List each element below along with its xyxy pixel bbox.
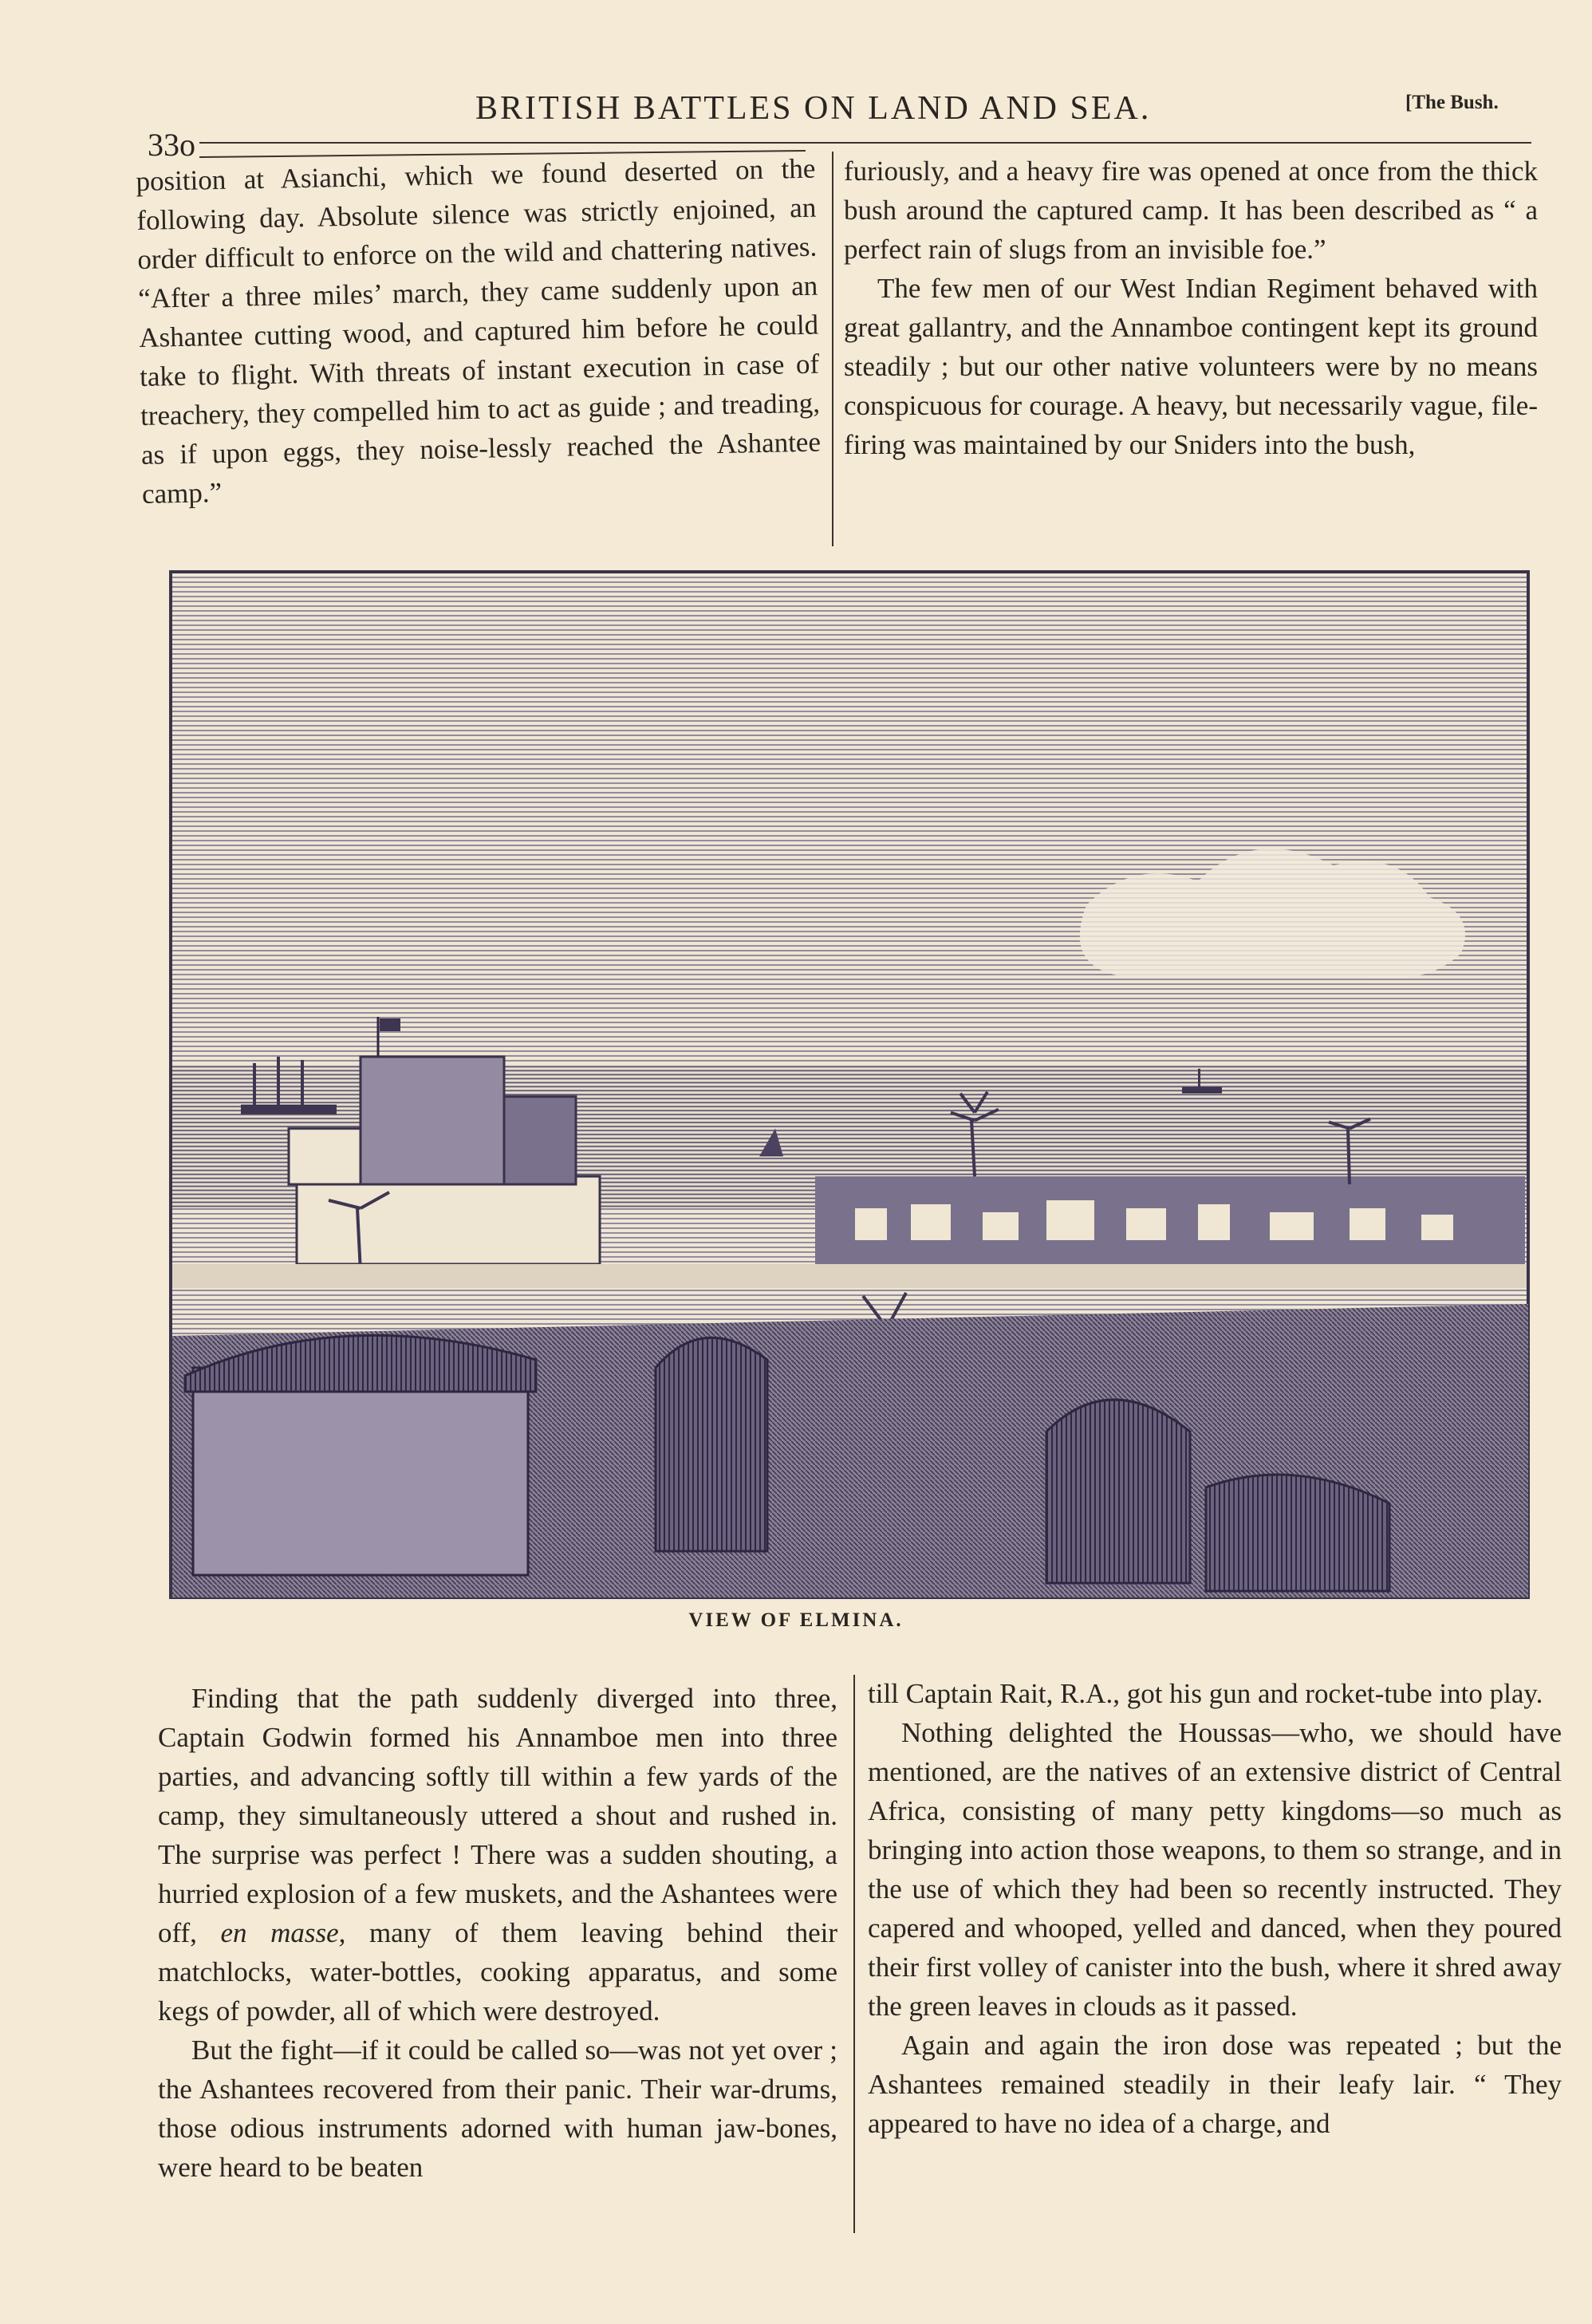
bottom-left-column <box>158 1679 837 2187</box>
beach <box>172 1264 1527 1288</box>
paragraph: Again and again the iron dose was repeated ; but the Ashantees remained steadily in their leafy lair. “ They appeared to have no idea of a charge, and <box>868 2030 1562 2139</box>
text-run: many of them leaving behind their matchlocks, water-bottles, cooking apparatus, and some kegs of powder, all of which were destroyed. <box>158 1917 838 2027</box>
column-divider <box>853 1675 855 2233</box>
italic-phrase: en masse, <box>220 1917 346 1948</box>
paragraph: But the fight—if it could be called so—was not yet over ; the Ashantees recovered from their panic. Their war-drums, those odious instruments adorned with human jaw-bones, were heard to be beaten <box>158 2034 837 2183</box>
page-number: 33o <box>148 127 195 163</box>
paragraph: till Captain Rait, R.A., got his gun and rocket-tube into play. <box>868 1678 1543 1709</box>
illustration-caption: VIEW OF ELMINA. <box>688 1609 904 1631</box>
bottom-right-column <box>868 1674 1562 2143</box>
paragraph: The few men of our West Indian Regiment behaved with great gallantry, and the Annamboe contingent kept its ground steadily ; but our other native volunteers were by no means conspicuous for courage. A heavy, but necessarily vague, file-firing was maintained by our Sniders into the bush, <box>844 273 1538 460</box>
paragraph <box>158 1679 837 2031</box>
paragraph: position at Asianchi, which we found deserted on the following day. Absolute silence was strictly enjoined, an order difficult to enforce on the wild and chattering natives. “After a three miles’ march, they came suddenly upon an Ashantee cutting wood, and captured him before he could take to flight. With threats of instant execution in case of treachery, they compelled him to act as guide ; and treading, as if upon eggs, they noise-lessly reached the Ashantee camp.” <box>136 152 822 510</box>
section-tag: [The Bush. <box>1405 92 1499 113</box>
header-rule <box>199 142 1531 144</box>
column-divider <box>832 152 833 546</box>
paragraph: Nothing delighted the Houssas—who, we should have mentioned, are the natives of an extensive district of Central Africa, consisting of many petty kingdoms—so much as bringing into action those weapons, to them so strange, and in the use of which they had been so recently instructed. They capered and whooped, yelled and danced, when they poured their first volley of canister into the bush, where it shred away the green leaves in clouds as it passed. <box>868 1717 1562 2022</box>
top-left-column <box>136 149 822 514</box>
top-right-column <box>844 152 1538 464</box>
elmina-engraving <box>169 570 1530 1599</box>
running-title: BRITISH BATTLES ON LAND AND SEA. <box>475 90 1152 127</box>
paragraph: furiously, and a heavy fire was opened at once from the thick bush around the captured camp. It has been described as “ a perfect rain of slugs from an invisible foe.” <box>844 156 1538 265</box>
text-run: Finding that the path suddenly diverged into three, Captain Godwin formed his Annamboe men into three parties, and advancing softly till within a few yards of the camp, they simultaneously uttered a shout and rushed in. The surprise was perfect ! There was a sudden shouting, a hurried explosion of a few muskets, and the Ashantees were off, <box>158 1683 837 1948</box>
